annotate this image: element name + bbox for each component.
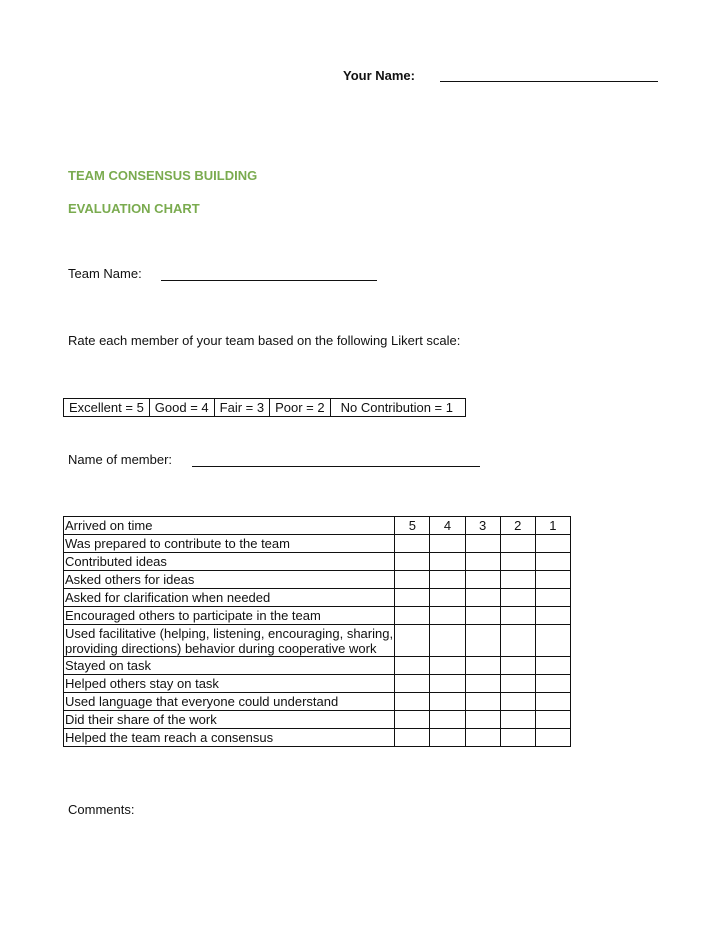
- rating-header-3: 3: [465, 517, 500, 535]
- rating-cell-3[interactable]: [465, 607, 500, 625]
- criterion-label: Contributed ideas: [64, 553, 395, 571]
- rating-cell-1[interactable]: [535, 607, 570, 625]
- rating-cell-2[interactable]: [500, 729, 535, 747]
- criterion-label: Did their share of the work: [64, 711, 395, 729]
- rating-cell-4[interactable]: [430, 589, 465, 607]
- evaluation-table: [63, 516, 571, 747]
- rating-cell-5[interactable]: [395, 711, 430, 729]
- rating-cell-3[interactable]: [465, 589, 500, 607]
- scale-excellent: Excellent = 5: [64, 399, 150, 417]
- rating-cell-5[interactable]: [395, 625, 430, 657]
- likert-scale-legend: [63, 398, 466, 417]
- rating-cell-3[interactable]: [465, 693, 500, 711]
- rating-header-4: 4: [430, 517, 465, 535]
- instructions-text: Rate each member of your team based on the following Likert scale:: [68, 333, 461, 348]
- criterion-label: Stayed on task: [64, 657, 395, 675]
- rating-header-5: 5: [395, 517, 430, 535]
- table-row: [64, 517, 571, 535]
- rating-cell-1[interactable]: [535, 553, 570, 571]
- rating-cell-5[interactable]: [395, 571, 430, 589]
- criterion-label: Helped the team reach a consensus: [64, 729, 395, 747]
- criterion-label: Asked for clarification when needed: [64, 589, 395, 607]
- rating-cell-1[interactable]: [535, 657, 570, 675]
- table-row: [64, 693, 571, 711]
- table-row: [64, 553, 571, 571]
- rating-cell-2[interactable]: [500, 675, 535, 693]
- rating-cell-1[interactable]: [535, 625, 570, 657]
- rating-cell-2[interactable]: [500, 693, 535, 711]
- rating-cell-4[interactable]: [430, 729, 465, 747]
- table-row: [64, 675, 571, 693]
- rating-cell-4[interactable]: [430, 693, 465, 711]
- table-row: [64, 729, 571, 747]
- rating-cell-5[interactable]: [395, 553, 430, 571]
- criterion-label: Helped others stay on task: [64, 675, 395, 693]
- rating-cell-3[interactable]: [465, 553, 500, 571]
- rating-cell-2[interactable]: [500, 607, 535, 625]
- rating-cell-5[interactable]: [395, 535, 430, 553]
- rating-cell-2[interactable]: [500, 553, 535, 571]
- rating-cell-1[interactable]: [535, 589, 570, 607]
- your-name-label: Your Name:: [343, 68, 415, 83]
- rating-cell-5[interactable]: [395, 589, 430, 607]
- scale-poor: Poor = 2: [270, 399, 331, 417]
- criterion-label: Was prepared to contribute to the team: [64, 535, 395, 553]
- scale-fair: Fair = 3: [214, 399, 269, 417]
- rating-cell-1[interactable]: [535, 711, 570, 729]
- scale-good: Good = 4: [149, 399, 214, 417]
- rating-cell-2[interactable]: [500, 625, 535, 657]
- rating-cell-3[interactable]: [465, 729, 500, 747]
- rating-cell-4[interactable]: [430, 675, 465, 693]
- rating-cell-2[interactable]: [500, 711, 535, 729]
- rating-cell-4[interactable]: [430, 711, 465, 729]
- table-row: [64, 607, 571, 625]
- criterion-label: Encouraged others to participate in the team: [64, 607, 395, 625]
- rating-cell-5[interactable]: [395, 675, 430, 693]
- rating-cell-2[interactable]: [500, 589, 535, 607]
- rating-cell-3[interactable]: [465, 711, 500, 729]
- likert-scale-row: [64, 399, 466, 417]
- document-title-line-2: EVALUATION CHART: [68, 201, 200, 216]
- team-name-blank[interactable]: [161, 280, 377, 281]
- member-name-blank[interactable]: [192, 466, 480, 467]
- scale-no-contribution: No Contribution = 1: [330, 399, 465, 417]
- rating-cell-3[interactable]: [465, 675, 500, 693]
- rating-cell-4[interactable]: [430, 553, 465, 571]
- rating-cell-2[interactable]: [500, 571, 535, 589]
- table-row: [64, 657, 571, 675]
- rating-cell-4[interactable]: [430, 657, 465, 675]
- team-name-label: Team Name:: [68, 266, 142, 281]
- rating-cell-1[interactable]: [535, 675, 570, 693]
- rating-cell-4[interactable]: [430, 625, 465, 657]
- rating-cell-5[interactable]: [395, 729, 430, 747]
- rating-cell-4[interactable]: [430, 571, 465, 589]
- document-title-line-1: TEAM CONSENSUS BUILDING: [68, 168, 258, 183]
- rating-cell-3[interactable]: [465, 535, 500, 553]
- rating-header-1: 1: [535, 517, 570, 535]
- rating-cell-3[interactable]: [465, 657, 500, 675]
- table-row: [64, 589, 571, 607]
- rating-cell-4[interactable]: [430, 535, 465, 553]
- rating-cell-1[interactable]: [535, 535, 570, 553]
- your-name-blank[interactable]: [440, 81, 658, 82]
- rating-cell-5[interactable]: [395, 693, 430, 711]
- rating-cell-1[interactable]: [535, 571, 570, 589]
- rating-cell-3[interactable]: [465, 625, 500, 657]
- table-row: [64, 535, 571, 553]
- comments-label: Comments:: [68, 802, 135, 817]
- rating-cell-2[interactable]: [500, 657, 535, 675]
- table-row: [64, 711, 571, 729]
- criterion-label: Used facilitative (helping, listening, encouraging, sharing, providing directions) behavior during cooperative work: [65, 626, 394, 656]
- rating-header-2: 2: [500, 517, 535, 535]
- table-row: [64, 625, 571, 657]
- rating-cell-1[interactable]: [535, 729, 570, 747]
- rating-cell-1[interactable]: [535, 693, 570, 711]
- rating-cell-3[interactable]: [465, 571, 500, 589]
- rating-cell-5[interactable]: [395, 657, 430, 675]
- table-row: [64, 571, 571, 589]
- member-name-label: Name of member:: [68, 452, 173, 467]
- criterion-label: Arrived on time: [64, 517, 395, 535]
- rating-cell-4[interactable]: [430, 607, 465, 625]
- criterion-label: Asked others for ideas: [64, 571, 395, 589]
- rating-cell-5[interactable]: [395, 607, 430, 625]
- criterion-label: Used language that everyone could understand: [64, 693, 395, 711]
- rating-cell-2[interactable]: [500, 535, 535, 553]
